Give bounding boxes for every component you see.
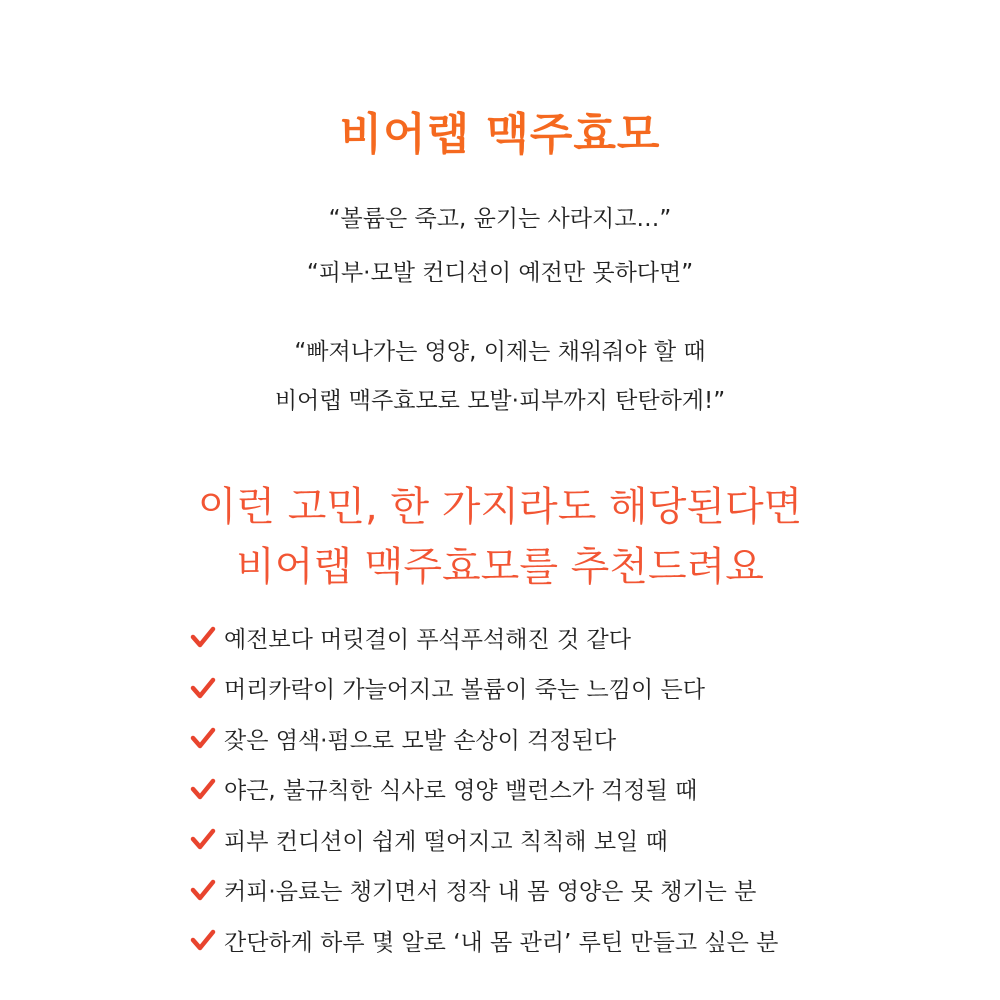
checklist-item-text: 예전보다 머릿결이 푸석푸석해진 것 같다 <box>224 626 631 653</box>
checklist-item <box>190 915 778 966</box>
quote-line-1: “볼륨은 죽고, 윤기는 사라지고…” <box>328 206 672 232</box>
check-mark-icon <box>190 927 216 953</box>
headline-line-2: 비어랩 맥주효모를 추천드려요 <box>236 544 764 590</box>
quote-line-2: “피부·모발 컨디션이 예전만 못하다면” <box>306 260 694 286</box>
product-title: 비어랩 맥주효모 <box>339 109 661 160</box>
checklist-item <box>190 713 778 764</box>
checklist-item-text: 머리카락이 가늘어지고 볼륨이 죽는 느낌이 든다 <box>224 677 705 704</box>
checklist-item <box>190 663 778 714</box>
checklist <box>190 612 778 966</box>
check-mark-icon <box>190 624 216 650</box>
checklist-item-text: 커피·음료는 챙기면서 정작 내 몸 영양은 못 챙기는 분 <box>224 879 757 906</box>
checklist-item-text: 피부 컨디션이 쉽게 떨어지고 칙칙해 보일 때 <box>224 828 668 855</box>
quote-line-3: “빠져나가는 영양, 이제는 채워줘야 할 때 <box>294 339 706 365</box>
check-mark-icon <box>190 725 216 751</box>
checklist-item-text: 간단하게 하루 몇 알로 ‘내 몸 관리’ 루틴 만들고 싶은 분 <box>224 929 779 956</box>
checklist-item <box>190 612 778 663</box>
checklist-item <box>190 814 778 865</box>
headline-line-1: 이런 고민, 한 가지라도 해당된다면 <box>197 484 803 530</box>
checklist-item <box>190 764 778 815</box>
check-mark-icon <box>190 877 216 903</box>
checklist-item <box>190 865 778 916</box>
checklist-item-text: 야근, 불규칙한 식사로 영양 밸런스가 걱정될 때 <box>224 778 698 805</box>
quote-line-4: 비어랩 맥주효모로 모발·피부까지 탄탄하게!” <box>274 388 726 414</box>
check-mark-icon <box>190 826 216 852</box>
checklist-item-text: 잦은 염색·펌으로 모발 손상이 걱정된다 <box>224 727 617 754</box>
check-mark-icon <box>190 675 216 701</box>
check-mark-icon <box>190 776 216 802</box>
